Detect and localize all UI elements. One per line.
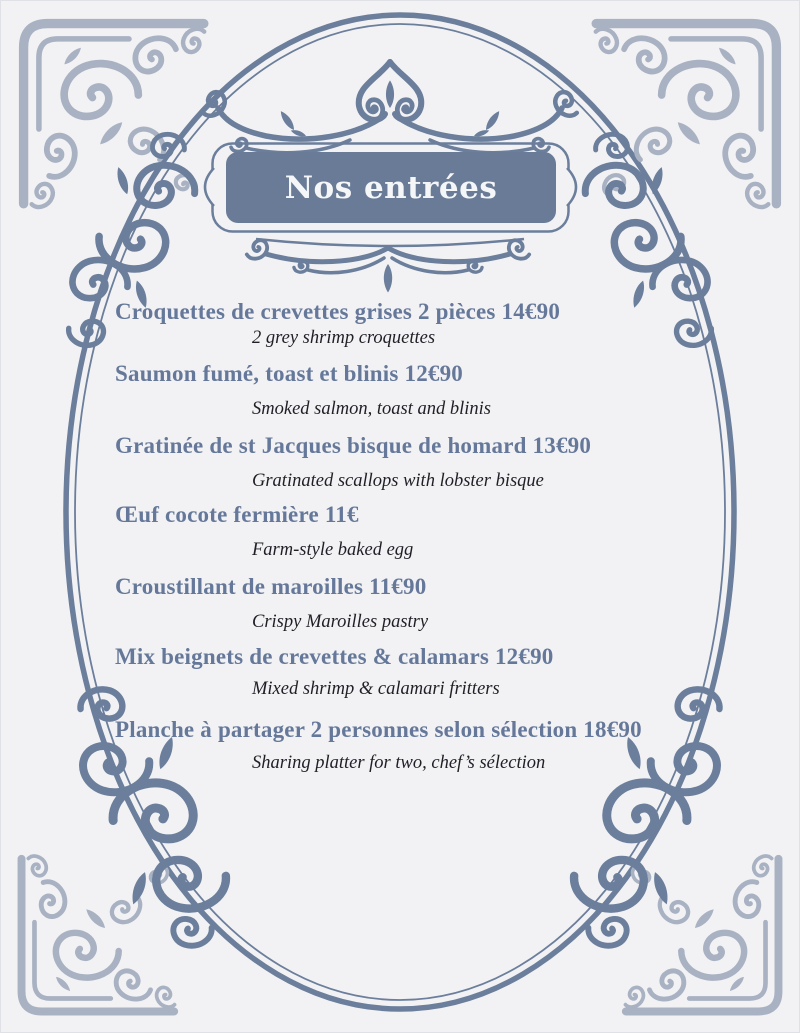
menu-item <box>0 501 800 561</box>
menu-item-translation-en: Farm-style baked egg <box>252 540 414 560</box>
menu-item-name-fr: Croustillant de maroilles 11€90 <box>115 574 427 599</box>
menu-item <box>0 716 800 774</box>
menu-item-name-fr: Gratinée de st Jacques bisque de homard 13€90 <box>115 433 592 458</box>
menu-item-name-fr: Croquettes de crevettes grises 2 pièces 14€90 <box>115 299 561 324</box>
menu-item-name-fr: Saumon fumé, toast et blinis 12€90 <box>115 361 463 386</box>
menu-item-name-fr: Planche à partager 2 personnes selon sélection 18€90 <box>115 717 642 742</box>
menu-item-name-fr: Mix beignets de crevettes & calamars 12€90 <box>115 644 554 669</box>
menu-item <box>0 360 800 420</box>
menu-item-translation-en: Mixed shrimp & calamari fritters <box>252 679 500 699</box>
menu-item <box>0 432 800 492</box>
menu-item <box>0 298 800 349</box>
menu-item-translation-en: Crispy Maroilles pastry <box>252 612 429 632</box>
menu-item-translation-en: 2 grey shrimp croquettes <box>252 328 436 348</box>
menu-item-translation-en: Gratinated scallops with lobster bisque <box>252 471 544 491</box>
menu-section-title: Nos entrées <box>284 169 498 206</box>
menu-item <box>0 573 800 633</box>
menu-item-translation-en: Smoked salmon, toast and blinis <box>252 399 491 419</box>
menu-item-name-fr: Œuf cocote fermière 11€ <box>115 502 359 527</box>
menu-item-translation-en: Sharing platter for two, chef’s sélection <box>252 753 546 773</box>
menu-item <box>0 643 800 700</box>
